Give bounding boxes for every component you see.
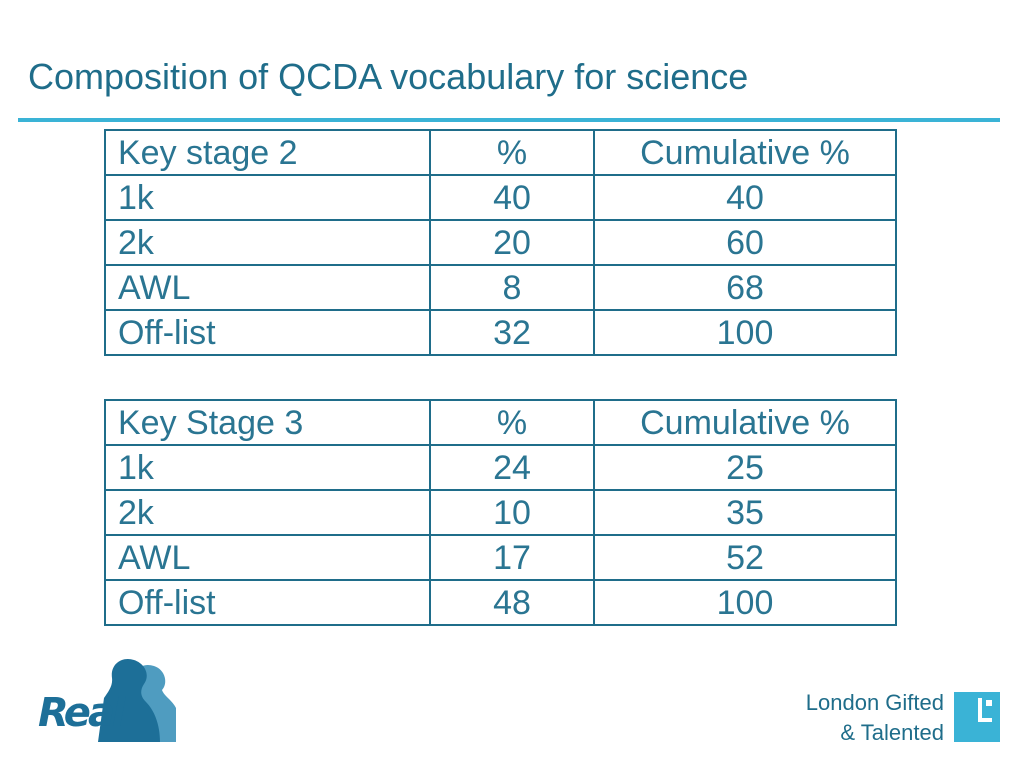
- london-gifted-talented-logo: [782, 688, 944, 748]
- real-logo-text: Real: [38, 690, 123, 736]
- table-row: [105, 175, 896, 220]
- row-label-cell: 2k: [105, 220, 430, 265]
- percent-cell: 32: [430, 310, 594, 355]
- table-header-row: [105, 400, 896, 445]
- header-cell-stage: Key Stage 3: [105, 400, 430, 445]
- lgt-logo-square-icon: [954, 692, 1000, 742]
- cumulative-cell: 100: [594, 580, 896, 625]
- key-stage-3-table: [104, 399, 897, 626]
- percent-cell: 17: [430, 535, 594, 580]
- row-label-cell: Off-list: [105, 310, 430, 355]
- cumulative-cell: 60: [594, 220, 896, 265]
- row-label-cell: 2k: [105, 490, 430, 535]
- table-row: [105, 490, 896, 535]
- percent-cell: 40: [430, 175, 594, 220]
- header-cell-cumulative: Cumulative %: [594, 400, 896, 445]
- percent-cell: 8: [430, 265, 594, 310]
- row-label-cell: Off-list: [105, 580, 430, 625]
- slide-title: Composition of QCDA vocabulary for science: [28, 56, 749, 97]
- row-label-cell: 1k: [105, 445, 430, 490]
- row-label-cell: AWL: [105, 265, 430, 310]
- table-row: [105, 580, 896, 625]
- row-label-cell: 1k: [105, 175, 430, 220]
- table-row: [105, 220, 896, 265]
- table-row: [105, 310, 896, 355]
- lgt-line-1: London Gifted: [805, 690, 944, 715]
- percent-cell: 10: [430, 490, 594, 535]
- cumulative-cell: 52: [594, 535, 896, 580]
- header-cell-cumulative: Cumulative %: [594, 130, 896, 175]
- header-cell-percent: %: [430, 130, 594, 175]
- key-stage-2-table: [104, 129, 897, 356]
- header-cell-stage: Key stage 2: [105, 130, 430, 175]
- title-underline: [18, 118, 1000, 122]
- table-header-row: [105, 130, 896, 175]
- cumulative-cell: 68: [594, 265, 896, 310]
- cumulative-cell: 100: [594, 310, 896, 355]
- percent-cell: 20: [430, 220, 594, 265]
- row-label-cell: AWL: [105, 535, 430, 580]
- cumulative-cell: 35: [594, 490, 896, 535]
- cumulative-cell: 40: [594, 175, 896, 220]
- table-row: [105, 535, 896, 580]
- cumulative-cell: 25: [594, 445, 896, 490]
- table-row: [105, 265, 896, 310]
- table-row: [105, 445, 896, 490]
- percent-cell: 24: [430, 445, 594, 490]
- header-cell-percent: %: [430, 400, 594, 445]
- lgt-line-2: & Talented: [840, 720, 944, 745]
- percent-cell: 48: [430, 580, 594, 625]
